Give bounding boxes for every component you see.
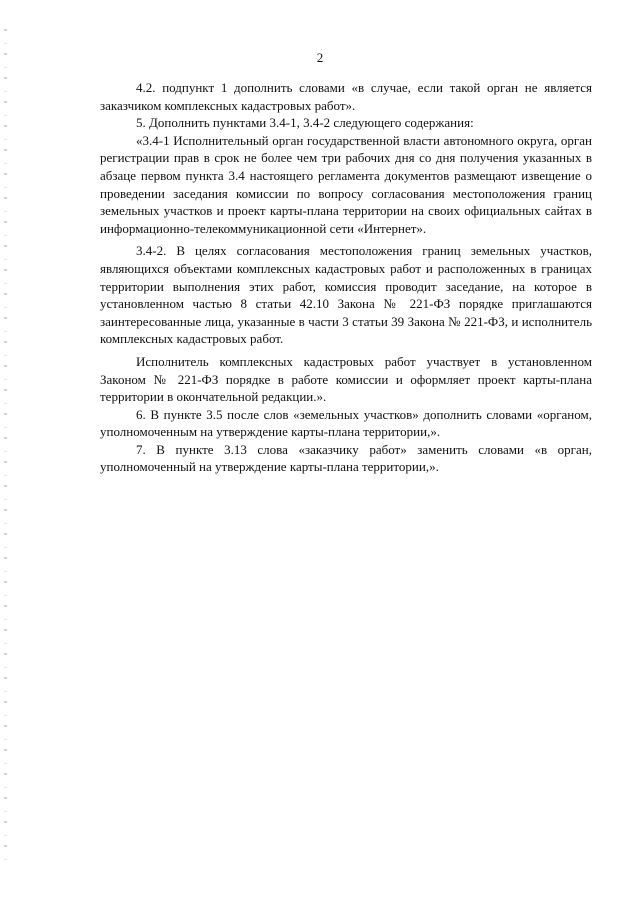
page-number: 2 <box>316 50 324 65</box>
scan-edge-artifact <box>4 20 7 860</box>
paragraph-7: 7. В пункте 3.13 слова «заказчику работ» заменить словами «в орган, уполномоченный на утверждение карты-плана территории,». <box>100 441 592 475</box>
paragraph-3-4-2: 3.4-2. В целях согласования местоположения границ земельных участков, являющихся объектами комплексных кадастровых работ и расположенных в границах территории выполнения этих работ, комиссия проводит заседание, на которое в установленном частью 8 статьи 42.10 Закона № 221-ФЗ порядке приглашаются заинтересованные лица, указанные в части 3 статьи 39 Закона № 221-ФЗ, и исполнитель комплексных кадастровых работ. <box>100 243 592 347</box>
paragraph-5: 5. Дополнить пунктами 3.4-1, 3.4-2 следующего содержания: <box>136 115 474 131</box>
document-body <box>100 79 592 476</box>
paragraph-executor: Исполнитель комплексных кадастровых работ участвует в установленном Законом № 221-ФЗ порядке в работе комиссии и оформляет проект карты-плана территории в окончательной редакции.». <box>100 353 592 405</box>
paragraph-4-2: 4.2. подпункт 1 дополнить словами «в случае, если такой орган не является заказчиком комплексных кадастровых работ». <box>100 80 592 113</box>
paragraph-3-4-1: «3.4-1 Исполнительный орган государственной власти автономного округа, орган регистрации прав в срок не более чем три рабочих дня со дня получения указанных в абзаце первом пункта 3.4 настоящего регламента документов размещают извещение о проведении заседания комиссии по вопросу согласования местоположения границ земельных участков и проект карты-плана территории на своих официальных сайтах в информационно-телекоммуникационной сети «Интернет». <box>100 132 592 236</box>
paragraph-6: 6. В пункте 3.5 после слов «земельных участков» дополнить словами «органом, уполномоченным на утверждение карты-плана территории,». <box>100 406 592 440</box>
